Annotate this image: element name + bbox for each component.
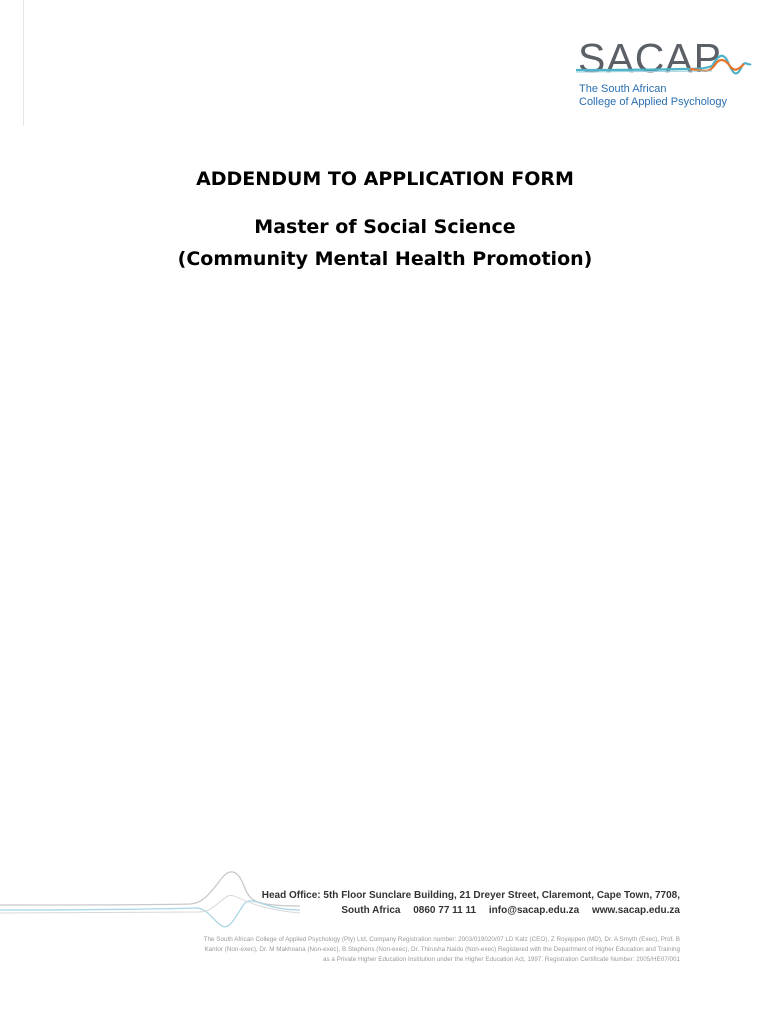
legal-line-2: Kantor (Non-exec), Dr. M Makhoana (Non-exec), B Stephens (Non-exec), Dr. Thirusha Naidu (Non-exec) Registered with the Department of Higher Education and Training [204,946,680,953]
logo-wordmark: SACAP [578,35,722,81]
logo-wave-icon [572,36,752,86]
logo-subtitle-line2: College of Applied Psychology [579,96,727,108]
email-address: info@sacap.edu.za [488,905,580,916]
legal-line-1: The South African College of Applied Psychology (Pty) Ltd, Company Registration number: 2003/019020/07 LD Katz (CEO), Z Royeppen (MD), Dr. A Smyth (Exec), Prof. B [203,936,680,943]
phone-number: 0860 77 11 11 [413,905,477,916]
title-block [0,165,770,275]
logo-subtitle-line1: The South African [579,83,667,95]
document-subtitle-line1: Master of Social Science [254,216,516,238]
legal-line-3: as a Private Higher Education Institution under the Higher Education Act, 1997. Registration Certificate Number: 2005/HE07/001 [322,956,680,963]
sacap-logo [572,36,752,116]
head-office-address: Head Office: 5th Floor Sunclare Building, 21 Dreyer Street, Claremont, Cape Town, 7708, [261,890,680,901]
head-office-block [262,888,680,918]
document-title: ADDENDUM TO APPLICATION FORM [196,168,574,190]
website-url: www.sacap.edu.za [592,905,680,916]
logo-subtitle [579,83,727,109]
page-margin-line [23,0,24,126]
legal-notice [90,935,680,965]
head-office-country: South Africa [341,905,401,916]
page-footer [0,850,770,1024]
footer-wave-icon [0,860,300,940]
head-office-contacts [262,903,680,918]
document-subtitle-line2: (Community Mental Health Promotion) [177,248,593,270]
